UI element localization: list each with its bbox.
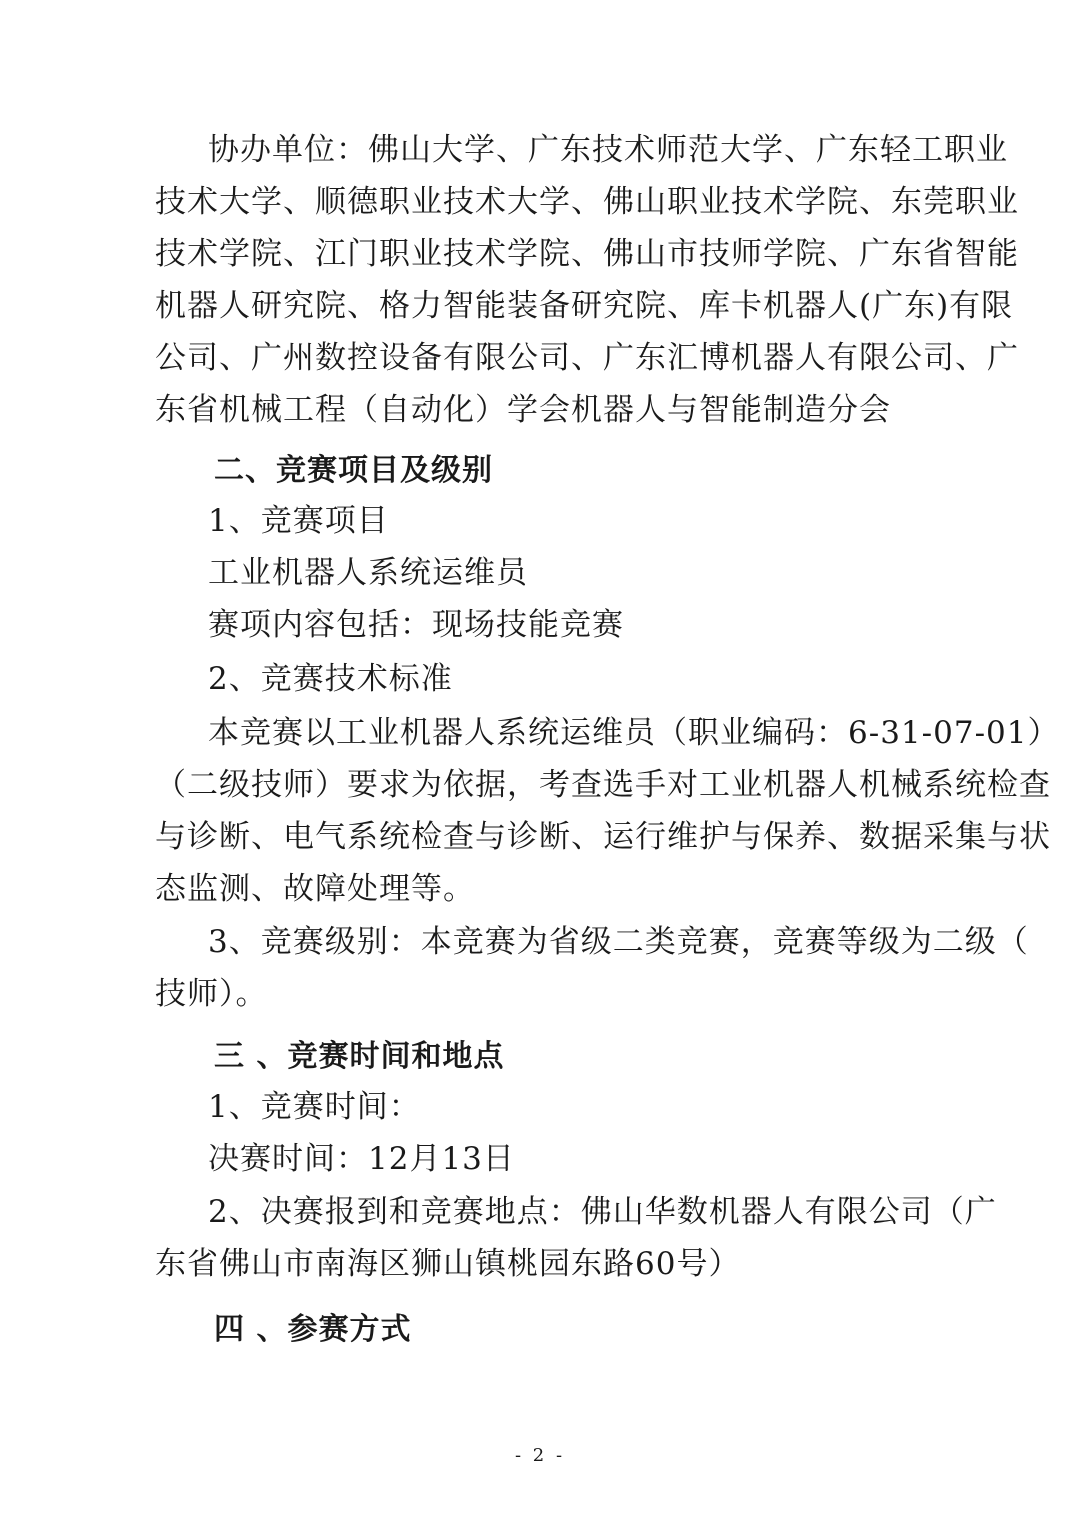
section-3-heading: 三 、竞赛时间和地点 [214, 1039, 505, 1074]
co-organizers-line-4: 机器人研究院、格力智能装备研究院、库卡机器人(广东)有限 [155, 288, 1014, 324]
co-organizers-line-5: 公司、广州数控设备有限公司、广东汇博机器人有限公司、广 [155, 340, 1019, 376]
section-3-item-2-line-1: 2、决赛报到和竞赛地点：佛山华数机器人有限公司（广 [208, 1194, 997, 1230]
section-2-item-3-line-2: 技师）。 [155, 976, 268, 1012]
page-number: - 2 - [514, 1445, 566, 1466]
section-2-item-3-line-1: 3、竞赛级别：本竞赛为省级二类竞赛，竞赛等级为二级（ [208, 924, 1029, 960]
section-2-heading: 二、竞赛项目及级别 [214, 453, 493, 488]
co-organizers-line-1: 协办单位：佛山大学、广东技术师范大学、广东轻工职业 [208, 132, 1008, 168]
co-organizers-line-2: 技术大学、顺德职业技术大学、佛山职业技术学院、东莞职业 [155, 184, 1019, 220]
section-2-item-2-line-1: 本竞赛以工业机器人系统运维员（职业编码：6-31-07-01） [208, 715, 1060, 751]
section-2-item-2-title: 2、竞赛技术标准 [208, 661, 453, 697]
section-2-item-2-line-4: 态监测、故障处理等。 [155, 871, 475, 907]
section-2-item-2-line-2: （二级技师）要求为依据，考查选手对工业机器人机械系统检查 [155, 767, 1051, 803]
section-3-item-1-title: 1、竞赛时间： [208, 1089, 421, 1125]
section-2-item-2-line-3: 与诊断、电气系统检查与诊断、运行维护与保养、数据采集与状 [155, 819, 1051, 855]
section-2-item-1-name: 工业机器人系统运维员 [208, 555, 528, 591]
section-3-item-2-line-2: 东省佛山市南海区狮山镇桃园东路60号） [155, 1246, 741, 1282]
section-4-heading: 四 、参赛方式 [214, 1312, 412, 1347]
co-organizers-line-3: 技术学院、江门职业技术学院、佛山市技师学院、广东省智能 [155, 236, 1019, 272]
section-2-item-1-content: 赛项内容包括：现场技能竞赛 [208, 607, 624, 643]
section-2-item-1-title: 1、竞赛项目 [208, 503, 389, 539]
section-3-item-1-value: 决赛时间：12月13日 [208, 1141, 515, 1177]
co-organizers-line-6: 东省机械工程（自动化）学会机器人与智能制造分会 [155, 392, 891, 428]
